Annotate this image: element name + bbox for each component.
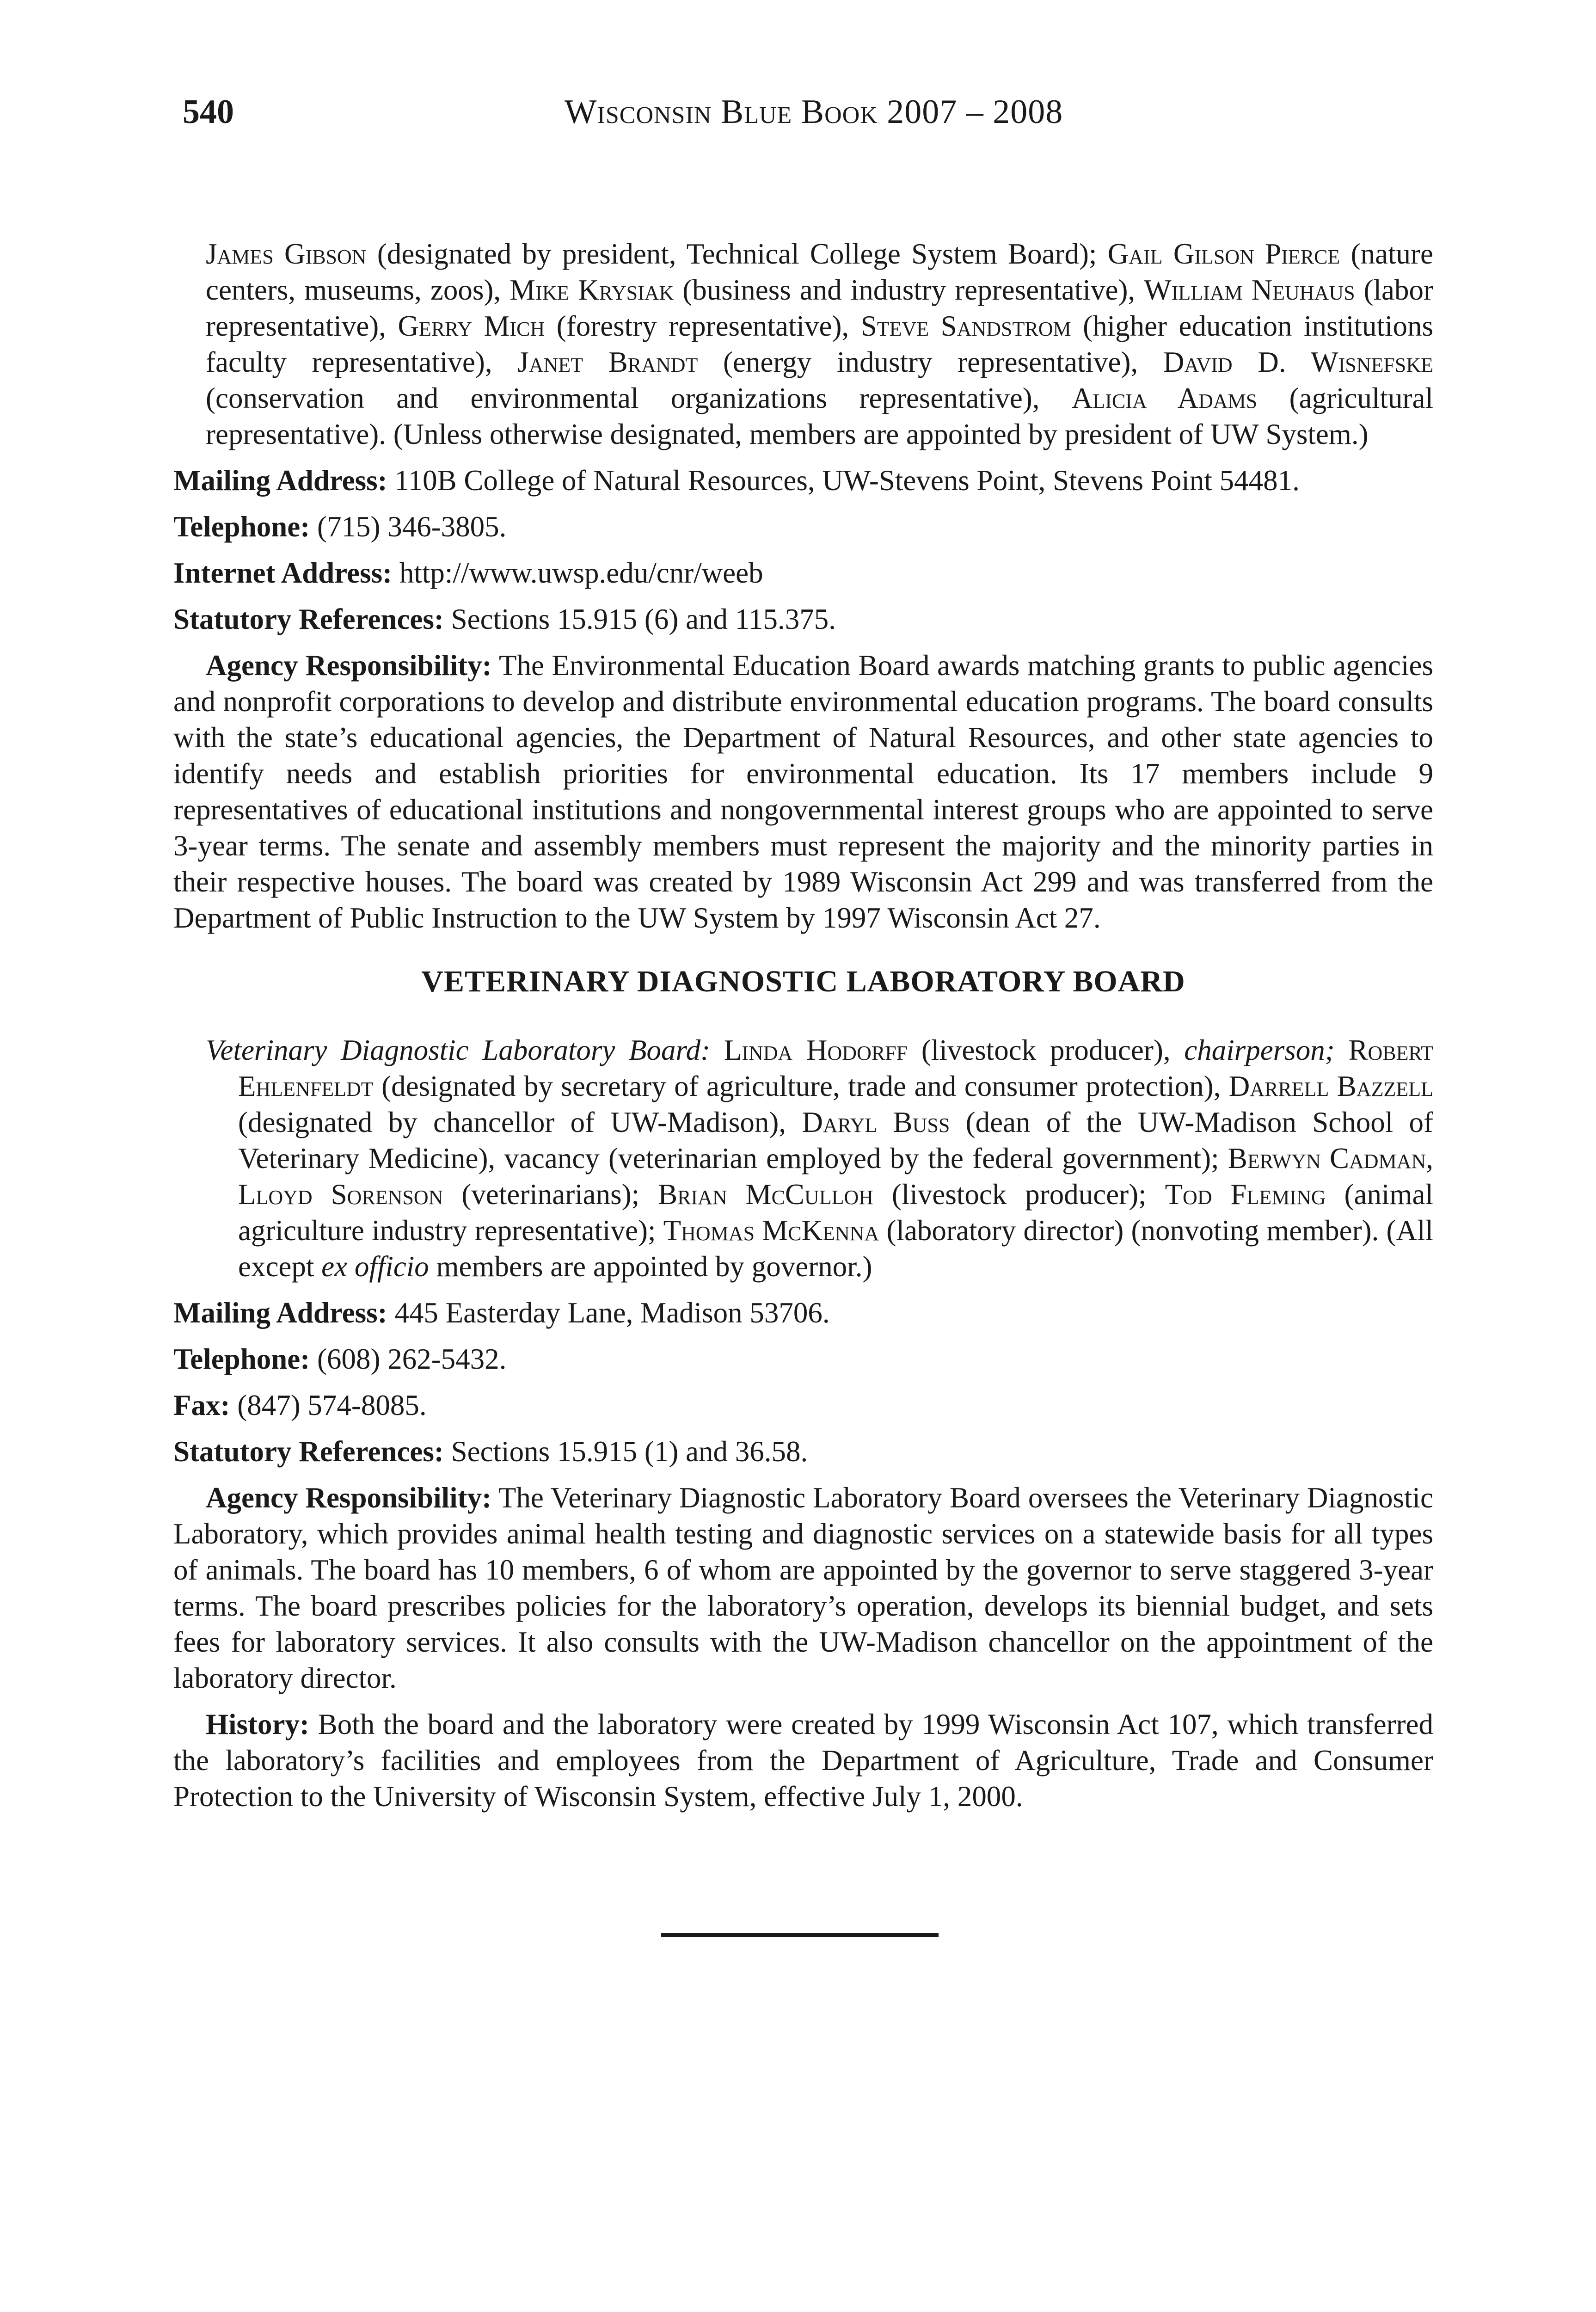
field-label: Internet Address:	[173, 557, 393, 589]
field-value: (847) 574-8085.	[230, 1389, 427, 1421]
field-label: Agency Responsibility:	[206, 1482, 492, 1514]
field-value: 445 Easterday Lane, Madison 53706.	[387, 1297, 830, 1329]
running-title: Wisconsin Blue Book 2007 – 2008	[564, 93, 1063, 131]
vet-history	[173, 1706, 1433, 1814]
member-desc: (designated by secretary of agriculture, trade and consumer protection),	[373, 1070, 1229, 1102]
paragraph-text: Both the board and the laboratory were created by 1999 Wisconsin Act 107, which transferred the laboratory’s facilities and employees from the Department of Agriculture, Trade and Consumer Protection to the University of Wisconsin System, effective July 1, 2000.	[173, 1708, 1433, 1813]
field-label: Telephone:	[173, 510, 310, 543]
ex-officio: ex officio	[321, 1250, 429, 1283]
field-label: Telephone:	[173, 1343, 310, 1375]
member-name: Gail Gilson Pierce	[1107, 238, 1340, 270]
internet-link[interactable]: http://www.uwsp.edu/cnr/weeb	[392, 557, 763, 589]
env-board-members	[173, 236, 1433, 452]
field-label: Mailing Address:	[173, 464, 387, 497]
end-rule-divider	[661, 1933, 939, 1937]
field-value: (608) 262-5432.	[310, 1343, 507, 1375]
field-label: Statutory References:	[173, 1435, 444, 1468]
field-value: Sections 15.915 (1) and 36.58.	[443, 1435, 808, 1468]
member-name: Steve Sandstrom	[860, 310, 1071, 342]
env-telephone	[173, 509, 1433, 545]
member-name: Tod Fleming	[1165, 1178, 1326, 1211]
field-value: (715) 346-3805.	[310, 510, 507, 543]
member-name: Thomas McKenna	[663, 1214, 879, 1247]
field-label: Statutory References:	[173, 603, 444, 635]
member-name: Linda Hodorff	[724, 1034, 908, 1066]
member-desc: (nature centers, museums, zoos),	[206, 238, 1433, 306]
board-name: Veterinary Diagnostic Laboratory Board:	[206, 1034, 711, 1066]
vet-agency-responsibility	[173, 1480, 1433, 1696]
field-label: Agency Responsibility:	[206, 649, 492, 682]
field-label: Fax:	[173, 1389, 230, 1421]
vet-telephone	[173, 1341, 1433, 1377]
member-name: Lloyd Sorenson	[238, 1178, 443, 1211]
paragraph-text: The Environmental Education Board awards matching grants to public agencies and nonprofit corporations to develop and distribute environmental education programs. The board consults with the state’s educational agencies, the Department of Natural Resources, and other state agencies to identify needs and establish priorities for environmental education. Its 17 members include 9 representatives of educational institutions and nongovernmental interest groups who are appointed to serve 3-year terms. The senate and assembly members must represent the majority and the minority parties in their respective houses. The board was created by 1989 Wisconsin Act 299 and was transferred from the Department of Public Instruction to the UW System by 1997 Wisconsin Act 27.	[173, 649, 1433, 934]
member-desc: (designated by chancellor of UW-Madison),	[238, 1106, 802, 1138]
field-label: History:	[206, 1708, 309, 1740]
member-desc: (forestry representative),	[545, 310, 861, 342]
vet-mailing-address	[173, 1295, 1433, 1331]
member-name: Darrell Bazzell	[1228, 1070, 1433, 1102]
env-statutory-references	[173, 601, 1433, 637]
member-name: Daryl Buss	[802, 1106, 950, 1138]
field-value: Sections 15.915 (6) and 115.375.	[443, 603, 836, 635]
chair-title: chairperson;	[1184, 1034, 1335, 1066]
env-mailing-address	[173, 462, 1433, 498]
env-internet-address	[173, 555, 1433, 591]
member-name: Mike Krysiak	[509, 274, 674, 306]
member-desc: (veterinarians);	[443, 1178, 658, 1211]
member-name: Janet Brandt	[517, 346, 698, 378]
member-desc: (laboratory director) (nonvoting member). (All except	[238, 1214, 1433, 1283]
field-value: 110B College of Natural Resources, UW-Stevens Point, Stevens Point 54481.	[387, 464, 1300, 497]
member-name: Robert Ehlenfeldt	[238, 1034, 1434, 1102]
member-name: Berwyn Cadman	[1228, 1142, 1426, 1174]
member-desc: (energy industry representative),	[698, 346, 1163, 378]
member-desc: ,	[1426, 1142, 1433, 1174]
member-desc: (business and industry representative),	[674, 274, 1144, 306]
page-content	[173, 236, 1433, 1825]
member-desc: (designated by president, Technical College System Board);	[366, 238, 1108, 270]
member-desc: (livestock producer);	[873, 1178, 1165, 1211]
member-desc: (animal agriculture industry representative);	[238, 1178, 1433, 1247]
member-name: James Gibson	[206, 238, 367, 270]
paragraph-text: The Veterinary Diagnostic Laboratory Board oversees the Veterinary Diagnostic Laboratory, which provides animal health testing and diagnostic services on a statewide basis for all types of animals. The board has 10 members, 6 of whom are appointed by the governor to serve staggered 3-year terms. The board prescribes policies for the laboratory’s operation, develops its biennial budget, and sets fees for laboratory services. It also consults with the UW-Madison chancellor on the appointment of the laboratory director.	[173, 1482, 1433, 1694]
env-agency-responsibility	[173, 647, 1433, 936]
page-number: 540	[183, 93, 234, 131]
section-heading: VETERINARY DIAGNOSTIC LABORATORY BOARD	[421, 965, 1185, 998]
member-desc: members are appointed by governor.)	[429, 1250, 872, 1283]
member-name: Alicia Adams	[1071, 382, 1258, 414]
member-desc: (livestock producer),	[908, 1034, 1185, 1066]
vet-fax	[173, 1387, 1433, 1423]
member-desc: (dean of the UW-Madison School of Veterinary Medicine), vacancy (veterinarian employed by the federal government);	[238, 1106, 1433, 1174]
member-name: Gerry Mich	[398, 310, 545, 342]
page-header	[183, 92, 1445, 143]
vet-statutory-references	[173, 1433, 1433, 1470]
field-label: Mailing Address:	[173, 1297, 387, 1329]
member-desc: (labor representative),	[206, 274, 1433, 342]
member-desc: (agricultural representative). (Unless otherwise designated, members are appointed by president of UW System.)	[206, 382, 1434, 450]
member-name: William Neuhaus	[1144, 274, 1355, 306]
vet-board-members	[206, 1032, 1433, 1285]
member-desc: (higher education institutions faculty representative),	[206, 310, 1434, 378]
member-name: David D. Wisnefske	[1163, 346, 1433, 378]
member-desc: (conservation and environmental organizations representative),	[206, 382, 1072, 414]
member-name: Brian McCulloh	[658, 1178, 874, 1211]
